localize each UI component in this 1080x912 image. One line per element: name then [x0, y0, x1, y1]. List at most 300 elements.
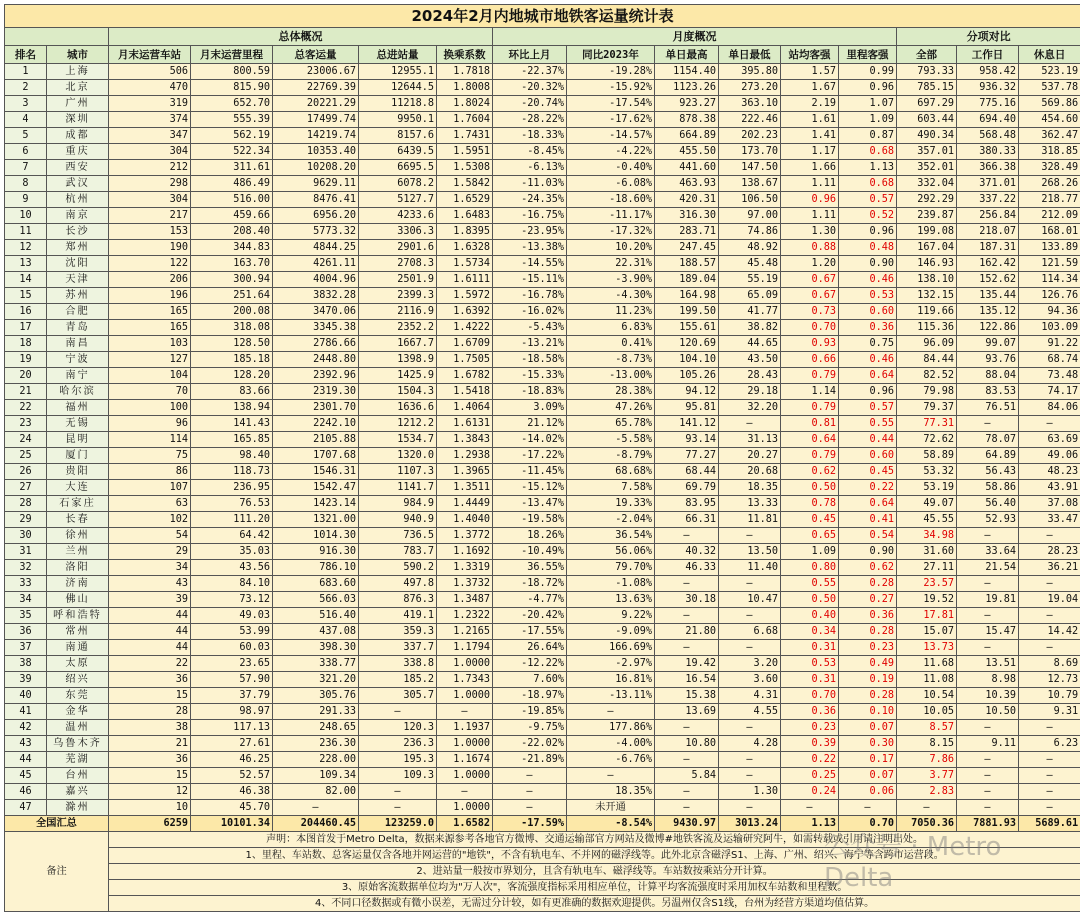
city-cell: 绍兴	[47, 672, 109, 688]
rank-cell: 46	[5, 784, 47, 800]
city-cell: 大连	[47, 480, 109, 496]
table-cell: 79.70%	[567, 560, 655, 576]
table-cell: 332.04	[897, 176, 957, 192]
rank-cell: 16	[5, 304, 47, 320]
city-cell: 滁州	[47, 800, 109, 816]
table-row	[5, 800, 1080, 816]
table-cell: 459.66	[191, 208, 273, 224]
city-cell: 福州	[47, 400, 109, 416]
table-cell: 49.06	[1019, 448, 1080, 464]
total-cell: -8.54%	[567, 816, 655, 832]
table-cell: 122.86	[957, 320, 1019, 336]
table-cell: 1.4449	[437, 496, 493, 512]
table-cell: -4.22%	[567, 144, 655, 160]
table-row	[5, 224, 1080, 240]
rank-cell: 38	[5, 656, 47, 672]
table-cell: 374	[109, 112, 191, 128]
table-cell: —	[957, 608, 1019, 624]
table-cell: 566.03	[273, 592, 359, 608]
city-cell: 嘉兴	[47, 784, 109, 800]
city-cell: 长沙	[47, 224, 109, 240]
table-cell: 0.07	[839, 720, 897, 736]
table-cell: 1.6328	[437, 240, 493, 256]
table-cell: 96	[109, 416, 191, 432]
rank-cell: 26	[5, 464, 47, 480]
table-cell: 79.37	[897, 400, 957, 416]
table-cell: 146.93	[897, 256, 957, 272]
table-cell: -8.73%	[567, 352, 655, 368]
table-cell: -11.17%	[567, 208, 655, 224]
table-cell: 916.30	[273, 544, 359, 560]
table-cell: 0.31	[781, 640, 839, 656]
table-cell: 486.49	[191, 176, 273, 192]
table-cell: 8.69	[1019, 656, 1080, 672]
table-cell: 470	[109, 80, 191, 96]
table-cell: 185.2	[359, 672, 437, 688]
table-cell: —	[1019, 800, 1080, 816]
table-cell: -19.85%	[493, 704, 567, 720]
table-cell: -18.72%	[493, 576, 567, 592]
table-cell: 15.38	[655, 688, 719, 704]
table-cell: 20.68	[719, 464, 781, 480]
table-cell: 109.34	[273, 768, 359, 784]
city-cell: 苏州	[47, 288, 109, 304]
table-cell: 78.07	[957, 432, 1019, 448]
table-cell: 20.27	[719, 448, 781, 464]
table-cell: -15.33%	[493, 368, 567, 384]
table-cell: 22769.39	[273, 80, 359, 96]
column-header-row	[5, 46, 1080, 64]
table-cell: 27.61	[191, 736, 273, 752]
ridership-table	[4, 4, 1080, 912]
table-cell: 0.28	[839, 576, 897, 592]
city-cell: 乌鲁木齐	[47, 736, 109, 752]
total-cell: 0.70	[839, 816, 897, 832]
table-cell: -13.21%	[493, 336, 567, 352]
table-cell: 22	[109, 656, 191, 672]
table-cell: 1546.31	[273, 464, 359, 480]
table-cell: 15.47	[957, 624, 1019, 640]
table-cell: 366.38	[957, 160, 1019, 176]
table-cell: 43.56	[191, 560, 273, 576]
table-row	[5, 704, 1080, 720]
table-cell: 603.44	[897, 112, 957, 128]
table-cell: 569.86	[1019, 96, 1080, 112]
city-cell: 济南	[47, 576, 109, 592]
table-cell: 0.73	[781, 304, 839, 320]
table-cell: 21.12%	[493, 416, 567, 432]
table-cell: 1.5308	[437, 160, 493, 176]
table-cell: 63	[109, 496, 191, 512]
table-cell: 41.77	[719, 304, 781, 320]
city-cell: 厦门	[47, 448, 109, 464]
table-cell: —	[1019, 528, 1080, 544]
city-cell: 杭州	[47, 192, 109, 208]
table-cell: 28	[109, 704, 191, 720]
table-cell: 83.95	[655, 496, 719, 512]
table-cell: 11.23%	[567, 304, 655, 320]
table-cell: 36	[109, 672, 191, 688]
group-breakdown: 分项对比	[897, 28, 1080, 46]
table-cell: 37.79	[191, 688, 273, 704]
total-cell: 1.13	[781, 816, 839, 832]
table-cell: 45.55	[897, 512, 957, 528]
table-cell: 0.45	[781, 512, 839, 528]
table-cell: 0.27	[839, 592, 897, 608]
table-cell: -13.47%	[493, 496, 567, 512]
group-blank	[5, 28, 109, 46]
table-cell: 1.7818	[437, 64, 493, 80]
table-cell: 121.59	[1019, 256, 1080, 272]
table-cell: -13.11%	[567, 688, 655, 704]
table-cell: -18.83%	[493, 384, 567, 400]
table-cell: —	[437, 704, 493, 720]
table-cell: 3.77	[897, 768, 957, 784]
table-cell: 212.09	[1019, 208, 1080, 224]
table-cell: 138.10	[897, 272, 957, 288]
table-cell: 132.15	[897, 288, 957, 304]
table-cell: 1.5734	[437, 256, 493, 272]
table-cell: 441.60	[655, 160, 719, 176]
table-cell: 337.7	[359, 640, 437, 656]
table-cell: -20.42%	[493, 608, 567, 624]
table-cell: 12	[109, 784, 191, 800]
table-cell: 1.8395	[437, 224, 493, 240]
table-cell: 2.83	[897, 784, 957, 800]
table-cell: 14.42	[1019, 624, 1080, 640]
rank-cell: 36	[5, 624, 47, 640]
table-cell: 23.65	[191, 656, 273, 672]
table-cell: 337.22	[957, 192, 1019, 208]
rank-cell: 1	[5, 64, 47, 80]
table-cell: 153	[109, 224, 191, 240]
table-cell: 6.83%	[567, 320, 655, 336]
table-cell: -18.97%	[493, 688, 567, 704]
table-cell: 166.69%	[567, 640, 655, 656]
table-cell: -8.45%	[493, 144, 567, 160]
column-header: 单日最高	[655, 46, 719, 64]
city-cell: 广州	[47, 96, 109, 112]
table-cell: 0.93	[781, 336, 839, 352]
total-cell: 123259.0	[359, 816, 437, 832]
city-cell: 成都	[47, 128, 109, 144]
table-cell: —	[719, 752, 781, 768]
table-cell: 165	[109, 320, 191, 336]
table-cell: 590.2	[359, 560, 437, 576]
table-cell: 0.53	[839, 288, 897, 304]
table-cell: 74.17	[1019, 384, 1080, 400]
total-cell: -17.59%	[493, 816, 567, 832]
table-cell: —	[957, 528, 1019, 544]
table-cell: 283.71	[655, 224, 719, 240]
rank-cell: 25	[5, 448, 47, 464]
table-cell: 43	[109, 576, 191, 592]
table-cell: 45.48	[719, 256, 781, 272]
table-cell: 251.64	[191, 288, 273, 304]
table-row	[5, 64, 1080, 80]
table-cell: 16.81%	[567, 672, 655, 688]
table-row	[5, 608, 1080, 624]
table-cell: 783.7	[359, 544, 437, 560]
table-cell: 93.14	[655, 432, 719, 448]
city-cell: 石家庄	[47, 496, 109, 512]
table-cell: 0.23	[839, 640, 897, 656]
table-cell: 100	[109, 400, 191, 416]
table-cell: 1.5418	[437, 384, 493, 400]
table-cell: -17.54%	[567, 96, 655, 112]
table-cell: 8476.41	[273, 192, 359, 208]
table-cell: 6695.5	[359, 160, 437, 176]
table-cell: —	[655, 640, 719, 656]
table-cell: 9.31	[1019, 704, 1080, 720]
table-cell: 10	[109, 800, 191, 816]
table-cell: 1212.2	[359, 416, 437, 432]
table-cell: 248.65	[273, 720, 359, 736]
table-cell: 437.08	[273, 624, 359, 640]
table-row	[5, 496, 1080, 512]
table-cell: 104.10	[655, 352, 719, 368]
table-cell: —	[1019, 720, 1080, 736]
group-overview: 总体概况	[109, 28, 493, 46]
table-cell: 44	[109, 608, 191, 624]
table-cell: 1320.0	[359, 448, 437, 464]
table-cell: 49.03	[191, 608, 273, 624]
table-cell: 10.47	[719, 592, 781, 608]
table-cell: 2392.96	[273, 368, 359, 384]
table-cell: 1.1794	[437, 640, 493, 656]
table-cell: 1.0000	[437, 800, 493, 816]
table-cell: -16.78%	[493, 288, 567, 304]
table-cell: 58.89	[897, 448, 957, 464]
table-cell: 23006.67	[273, 64, 359, 80]
table-cell: 7.86	[897, 752, 957, 768]
metro-ridership-table-sheet	[4, 4, 1076, 878]
table-cell: 1.11	[781, 176, 839, 192]
city-cell: 兰州	[47, 544, 109, 560]
table-cell: 1.6131	[437, 416, 493, 432]
table-cell: 1.6392	[437, 304, 493, 320]
table-cell: 21.54	[957, 560, 1019, 576]
table-cell: 128.20	[191, 368, 273, 384]
table-cell: -18.60%	[567, 192, 655, 208]
table-cell: 14219.74	[273, 128, 359, 144]
table-cell: 419.1	[359, 608, 437, 624]
table-cell: 105.26	[655, 368, 719, 384]
table-cell: 13.63%	[567, 592, 655, 608]
table-cell: 0.46	[839, 352, 897, 368]
table-cell: 10.39	[957, 688, 1019, 704]
table-cell: —	[957, 800, 1019, 816]
rank-cell: 6	[5, 144, 47, 160]
table-cell: 2116.9	[359, 304, 437, 320]
table-cell: -10.49%	[493, 544, 567, 560]
rank-cell: 44	[5, 752, 47, 768]
table-cell: 0.79	[781, 400, 839, 416]
rank-cell: 23	[5, 416, 47, 432]
total-cell: 3013.24	[719, 816, 781, 832]
table-cell: 3.20	[719, 656, 781, 672]
table-cell: 97.00	[719, 208, 781, 224]
table-cell: 697.29	[897, 96, 957, 112]
table-cell: 4261.11	[273, 256, 359, 272]
rank-cell: 41	[5, 704, 47, 720]
table-cell: 0.36	[839, 608, 897, 624]
table-cell: 0.46	[839, 272, 897, 288]
table-cell: 347	[109, 128, 191, 144]
table-cell: 9629.11	[273, 176, 359, 192]
table-cell: 305.7	[359, 688, 437, 704]
table-cell: 0.10	[839, 704, 897, 720]
table-row	[5, 768, 1080, 784]
table-cell: 3306.3	[359, 224, 437, 240]
table-cell: 298	[109, 176, 191, 192]
table-row	[5, 208, 1080, 224]
city-cell: 重庆	[47, 144, 109, 160]
table-cell: 49.07	[897, 496, 957, 512]
table-cell: 0.87	[839, 128, 897, 144]
table-cell: -0.40%	[567, 160, 655, 176]
table-cell: —	[719, 528, 781, 544]
table-cell: 10.05	[897, 704, 957, 720]
table-cell: 10353.40	[273, 144, 359, 160]
table-cell: 0.66	[781, 352, 839, 368]
table-cell: 8.57	[897, 720, 957, 736]
table-cell: -17.22%	[493, 448, 567, 464]
table-cell: —	[359, 800, 437, 816]
table-cell: 11218.8	[359, 96, 437, 112]
table-cell: 28.43	[719, 368, 781, 384]
table-cell: 398.30	[273, 640, 359, 656]
table-cell: 6956.20	[273, 208, 359, 224]
table-cell: 32.20	[719, 400, 781, 416]
table-cell: 45.70	[191, 800, 273, 816]
table-cell: 1.7604	[437, 112, 493, 128]
table-cell: 523.19	[1019, 64, 1080, 80]
table-cell: 304	[109, 192, 191, 208]
table-cell: —	[493, 768, 567, 784]
city-cell: 天津	[47, 272, 109, 288]
table-cell: 793.33	[897, 64, 957, 80]
table-cell: 300.94	[191, 272, 273, 288]
table-row	[5, 336, 1080, 352]
city-cell: 沈阳	[47, 256, 109, 272]
table-cell: 380.33	[957, 144, 1019, 160]
table-cell: 56.40	[957, 496, 1019, 512]
rank-cell: 12	[5, 240, 47, 256]
table-cell: 188.57	[655, 256, 719, 272]
table-cell: —	[719, 576, 781, 592]
table-cell: 352.01	[897, 160, 957, 176]
column-header: 里程客强	[839, 46, 897, 64]
table-cell: 0.96	[839, 80, 897, 96]
table-cell: 0.31	[781, 672, 839, 688]
table-cell: 1.5951	[437, 144, 493, 160]
table-cell: 9.11	[957, 736, 1019, 752]
rank-cell: 3	[5, 96, 47, 112]
table-cell: 0.22	[781, 752, 839, 768]
rank-cell: 17	[5, 320, 47, 336]
table-cell: 84.44	[897, 352, 957, 368]
table-cell: 9950.1	[359, 112, 437, 128]
table-cell: —	[719, 640, 781, 656]
table-cell: -2.97%	[567, 656, 655, 672]
table-cell: 17499.74	[273, 112, 359, 128]
table-cell: —	[719, 608, 781, 624]
table-row	[5, 480, 1080, 496]
table-cell: 53.99	[191, 624, 273, 640]
table-cell: 0.55	[839, 416, 897, 432]
table-cell: 1398.9	[359, 352, 437, 368]
table-cell: 1.3487	[437, 592, 493, 608]
table-cell: 1.13	[839, 160, 897, 176]
rank-cell: 20	[5, 368, 47, 384]
table-cell: 82.00	[273, 784, 359, 800]
table-cell: 1.1674	[437, 752, 493, 768]
table-cell: 165	[109, 304, 191, 320]
table-cell: 74.86	[719, 224, 781, 240]
table-cell: 1.2165	[437, 624, 493, 640]
table-cell: 1.3965	[437, 464, 493, 480]
table-cell: 117.13	[191, 720, 273, 736]
table-cell: 1.2938	[437, 448, 493, 464]
table-cell: 46.38	[191, 784, 273, 800]
table-cell: 490.34	[897, 128, 957, 144]
city-cell: 金华	[47, 704, 109, 720]
table-cell: 11.68	[897, 656, 957, 672]
table-cell: 454.60	[1019, 112, 1080, 128]
table-cell: 338.77	[273, 656, 359, 672]
table-cell: —	[359, 784, 437, 800]
table-cell: 114	[109, 432, 191, 448]
table-cell: 1.30	[719, 784, 781, 800]
table-cell: 38.82	[719, 320, 781, 336]
table-cell: 53.19	[897, 480, 957, 496]
table-cell: 0.50	[781, 480, 839, 496]
table-cell: 73.48	[1019, 368, 1080, 384]
total-cell: 7881.93	[957, 816, 1019, 832]
table-row	[5, 736, 1080, 752]
table-cell: 44.65	[719, 336, 781, 352]
notes-label: 备注	[5, 832, 109, 912]
table-cell: -14.02%	[493, 432, 567, 448]
table-cell: 1123.26	[655, 80, 719, 96]
table-cell: 84.06	[1019, 400, 1080, 416]
column-header: 工作日	[957, 46, 1019, 64]
table-cell: 0.79	[781, 448, 839, 464]
table-cell: 1.5972	[437, 288, 493, 304]
table-cell: 0.57	[839, 192, 897, 208]
table-cell: -17.62%	[567, 112, 655, 128]
table-cell: -9.09%	[567, 624, 655, 640]
note-line: 4、不同口径数据或有微小误差，无需过分计较，如有更准确的数据欢迎提供。另温州仅含S1线，台州为经营方渠道均值估算。	[109, 896, 1080, 912]
table-cell: 10.20%	[567, 240, 655, 256]
table-cell: 0.44	[839, 432, 897, 448]
table-cell: 162.42	[957, 256, 1019, 272]
rank-cell: 24	[5, 432, 47, 448]
table-cell: 141.43	[191, 416, 273, 432]
table-cell: 33.64	[957, 544, 1019, 560]
rank-cell: 27	[5, 480, 47, 496]
table-cell: 98.97	[191, 704, 273, 720]
table-cell: —	[957, 720, 1019, 736]
table-cell: 785.15	[897, 80, 957, 96]
rank-cell: 28	[5, 496, 47, 512]
table-cell: -6.13%	[493, 160, 567, 176]
table-cell: -16.02%	[493, 304, 567, 320]
table-cell: 118.73	[191, 464, 273, 480]
table-cell: 212	[109, 160, 191, 176]
table-cell: 11.81	[719, 512, 781, 528]
